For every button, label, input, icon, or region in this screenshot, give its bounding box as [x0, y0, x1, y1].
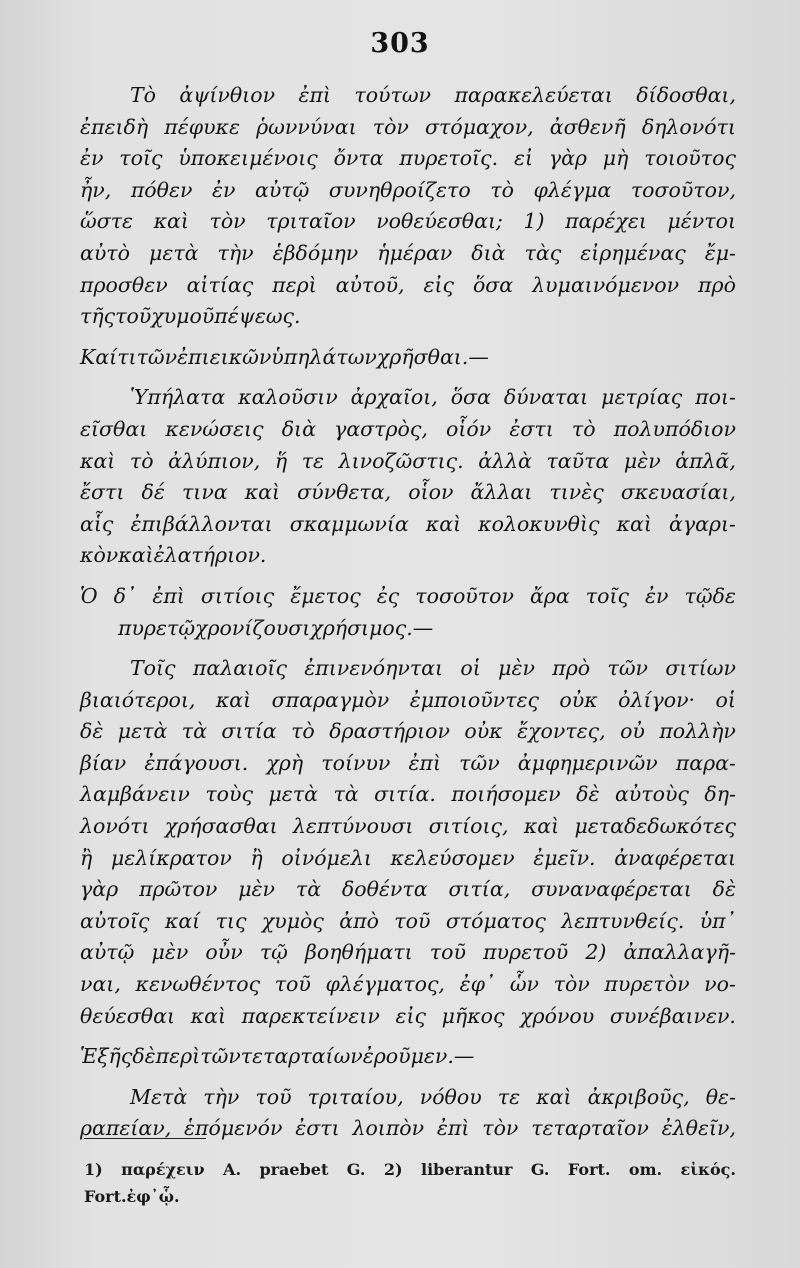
text-line: αὐτοῖς καί τις χυμὸς ἀπὸ τοῦ στόματος λεπτυνθείς. ὑπ᾽	[80, 908, 736, 933]
text-line: βίαν ἐπάγουσι. χρὴ τοίνυν ἐπὶ τῶν ἀμφημερινῶν παρα-	[80, 750, 736, 775]
text-line: ἐν τοῖς ὑποκειμένοις ὄντα πυρετοῖς. εἰ γὰρ μὴ τοιοῦτος	[80, 146, 736, 171]
main-text	[80, 80, 736, 1145]
text-line: ναι, κενωθέντος τοῦ φλέγματος, ἐφ᾽ ὧν τὸν πυρετὸν νο-	[80, 972, 736, 997]
text-line: αὐτῷ μὲν οὖν τῷ βοηθήματι τοῦ πυρετοῦ 2) ἀπαλλαγῆ-	[80, 940, 736, 965]
text-line: Καί τι τῶν ἐπιεικῶν ὑπηλάτων χρῆσθαι. —	[80, 344, 489, 369]
text-line: βιαιότεροι, καὶ σπαραγμὸν ἐμποιοῦντες οὐκ ὀλίγον· οἱ	[80, 687, 736, 712]
text-line: προσθεν αἰτίας περὶ αὐτοῦ, εἰς ὅσα λυμαινόμενον πρὸ	[80, 272, 736, 297]
footnote-line: Fort. ἐφ᾽ ᾧ.	[84, 1187, 180, 1206]
text-line: αὐτὸ μετὰ τὴν ἑβδόμην ἡμέραν διὰ τὰς εἰρημένας ἔμ-	[80, 240, 736, 265]
text-line: ραπείαν, ἑπόμενόν ἐστι λοιπὸν ἐπὶ τὸν τεταρταῖον ἐλθεῖν,	[80, 1116, 736, 1141]
text-line: αἷς ἐπιβάλλονται σκαμμωνία καὶ κολοκυνθὶς καὶ ἀγαρι-	[80, 511, 736, 536]
footnotes	[84, 1156, 736, 1210]
text-line: Ὁ δ᾽ ἐπὶ σιτίοις ἔμετος ἐς τοσοῦτον ἄρα τοῖς ἐν τῷδε	[80, 583, 736, 608]
text-line: ἦν, πόθεν ἐν αὐτῷ συνηθροίζετο τὸ φλέγμα τοσοῦτον,	[80, 177, 736, 202]
text-line: λονότι χρήσασθαι λεπτύνουσι σιτίοις, καὶ μεταδεδωκότες	[80, 814, 736, 839]
text-line: γὰρ πρῶτον μὲν τὰ δοθέντα σιτία, συναναφέρεται δὲ	[80, 877, 736, 902]
text-line: ἔστι δέ τινα καὶ σύνθετα, οἷον ἄλλαι τινὲς σκευασίαι,	[80, 480, 736, 505]
text-line: ἢ μελίκρατον ἢ οἰνόμελι κελεύσομεν ἐμεῖν. ἀναφέρεται	[80, 845, 736, 870]
text-line: Τοῖς παλαιοῖς ἐπινενόηνται οἱ μὲν πρὸ τῶν σιτίων	[130, 656, 736, 681]
text-line: Ὑπήλατα καλοῦσιν ἀρχαῖοι, ὅσα δύναται μετρίας ποι-	[130, 385, 736, 410]
text-line: πυρετῷ χρονίζουσι χρήσιμος. —	[118, 615, 434, 640]
text-line: Τὸ ἀψίνθιον ἐπὶ τούτων παρακελεύεται δίδοσθαι,	[130, 83, 736, 107]
text-line: θεύεσθαι καὶ παρεκτείνειν εἰς μῆκος χρόνου συνέβαινεν.	[80, 1003, 736, 1028]
footnote-rule	[84, 1138, 206, 1139]
text-line: δὲ μετὰ τὰ σιτία τὸ δραστήριον οὐκ ἔχοντες, οὐ πολλὴν	[80, 719, 736, 744]
footnote-line: 1) παρέχειν A. praebet G. 2) liberantur G. Fort. om. εἰκός.	[84, 1160, 736, 1179]
text-line: τῆς τοῦ χυμοῦ πέψεως.	[80, 304, 301, 329]
text-line: ὥστε καὶ τὸν τριταῖον νοθεύεσθαι; 1) παρέχει μέντοι	[80, 209, 736, 234]
text-line: λαμβάνειν τοὺς μετὰ τὰ σιτία. ποιήσομεν δὲ αὐτοὺς δη-	[80, 782, 736, 807]
text-line: Μετὰ τὴν τοῦ τριταίου, νόθου τε καὶ ἀκριβοῦς, θε-	[130, 1084, 736, 1109]
text-line: κὸν καὶ ἐλατήριον.	[80, 543, 267, 568]
text-line: Ἑξῆς δὲ περὶ τῶν τεταρταίων ἐροῦμεν. —	[80, 1044, 475, 1069]
text-line: ἐπειδὴ πέφυκε ῥωννύναι τὸν στόμαχον, ἀσθενῆ δηλονότι	[80, 114, 736, 139]
page-number: 303	[370, 28, 430, 59]
text-line: εῖσθαι κενώσεις διὰ γαστρὸς, οἷόν ἐστι τὸ πολυπόδιον	[80, 416, 736, 441]
text-line: καὶ τὸ ἀλύπιον, ἥ τε λινοζῶστις. ἀλλὰ ταῦτα μὲν ἁπλᾶ,	[80, 448, 736, 473]
